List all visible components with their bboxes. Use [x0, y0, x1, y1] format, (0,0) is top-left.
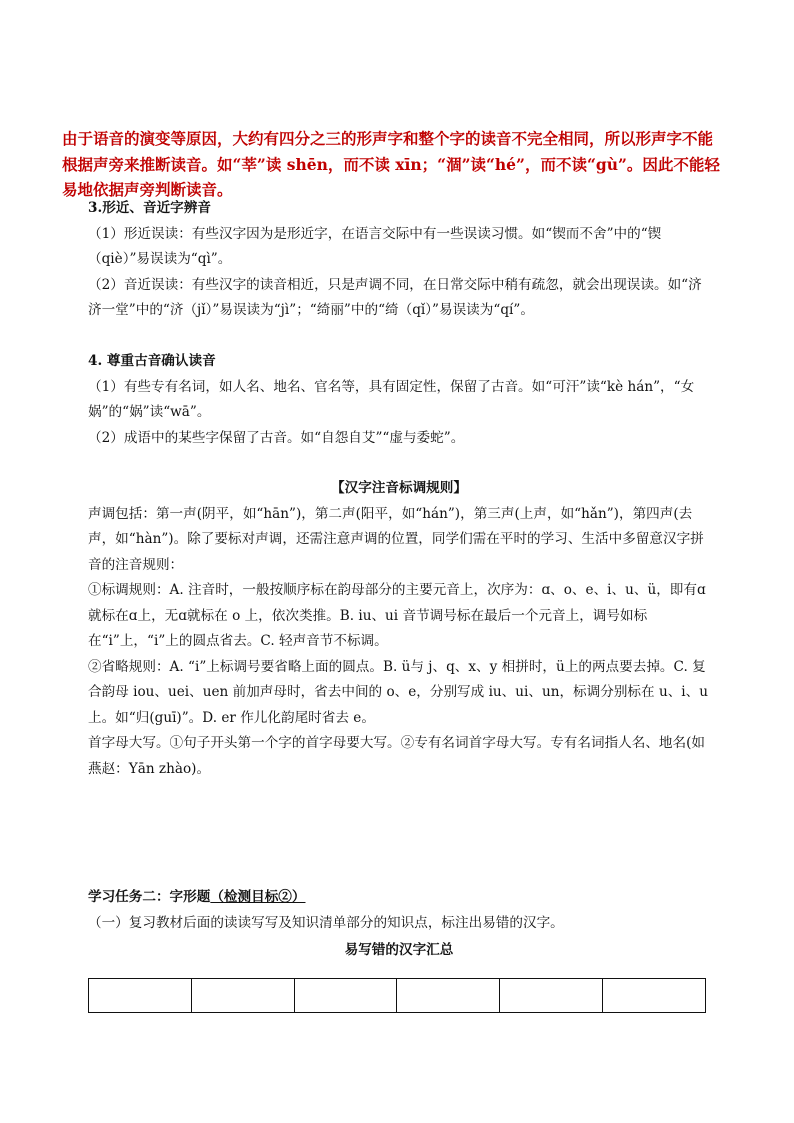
- section-4-para-1: （1）有些专有名词，如人名、地名、官名等，具有固定性，保留了古音。如“可汗”读“kè hán”，“女娲”的“娲”读“wā”。: [88, 378, 695, 420]
- pinyin-rules-title: 【汉字注音标调规则】: [331, 480, 467, 496]
- task-2-para-1: （一）复习教材后面的读读写写及知识清单部分的知识点，标注出易错的汉字。: [88, 914, 564, 931]
- pinyin-rules-para-1: 声调包括：第一声(阴平，如“hān”)，第二声(阳平，如“hán”)，第三声(上声，如“hǎn”)，第四声(去声，如“hàn”)。除了要标对声调，还需注意声调的位置，同学们需在平时的学习、生活中多留意汉字拼音的注音规则：: [88, 505, 704, 573]
- task-2-section: [88, 885, 710, 964]
- table-row: [89, 979, 706, 1013]
- table-cell[interactable]: [191, 979, 294, 1013]
- section-3-para-2: （2）音近误读：有些汉字的读音相近，只是声调不同，在日常交际中稍有疏忽，就会出现误读。如“济济一堂”中的“济（jǐ）”易误读为“jì”；“绮丽”中的“绮（qǐ）”易误读为“qí”。: [88, 276, 702, 318]
- table-title: 易写错的汉字汇总: [344, 942, 454, 958]
- table-cell[interactable]: [603, 979, 706, 1013]
- section-3: [88, 196, 710, 324]
- task-2-title: [88, 885, 710, 911]
- pinyin-rules-para-4: 首字母大写。①句子开头第一个字的首字母要大写。②专有名词首字母大写。专有名词指人名、地名(如燕赵：Yān zhào)。: [88, 735, 706, 777]
- red-highlight-paragraph: 由于语音的演变等原因，大约有四分之三的形声字和整个字的读音不完全相同，所以形声字不能根据声旁来推断读音。如“莘”读 shēn，而不读 xīn；“涸”读“hé”，而不读“gù”。因此不能轻易地依据声旁判断读音。: [62, 129, 720, 199]
- section-3-title: 3.形近、音近字辨音: [88, 200, 211, 216]
- section-4: [88, 349, 710, 451]
- section-4-para-2: （2）成语中的某些字保留了古音。如“自怨自艾”“虚与委蛇”。: [88, 429, 465, 446]
- pinyin-rules-para-3: ②省略规则：A. “i”上标调号要省略上面的圆点。B. ü与 j、q、x、y 相拼时，ü上的两点要去掉。C. 复合韵母 iou、uei、uen 前加声母时，省去中间的 o、e，分别写成 iu、ui、un，标调分别标在 u、i、u 上。如“归(guī)”。D. er 作儿化韵尾时省去 e。: [88, 658, 708, 726]
- table-cell[interactable]: [397, 979, 500, 1013]
- table-cell[interactable]: [500, 979, 603, 1013]
- pinyin-rules-section: [88, 476, 710, 782]
- task-2-title-target: （检测目标②）: [210, 889, 306, 905]
- table-cell[interactable]: [294, 979, 397, 1013]
- section-3-para-1: （1）形近误读：有些汉字因为是形近字，在语言交际中有一些误读习惯。如“锲而不舍”中的“锲（qiè）”易误读为“qì”。: [88, 225, 662, 267]
- task-2-title-main: 学习任务二：字形题: [88, 889, 211, 905]
- table-cell[interactable]: [89, 979, 192, 1013]
- pinyin-rules-para-2: ①标调规则：A. 注音时，一般按顺序标在韵母部分的主要元音上，次序为：ɑ、o、e、i、u、ü，即有ɑ就标在ɑ上，无ɑ就标在 o 上，依次类推。B. iu、ui 音节调号标在最后一个元音上，调号如标在“i”上，“i”上的圆点省去。C. 轻声音节不标调。: [88, 582, 706, 649]
- section-4-title: 4. 尊重古音确认读音: [88, 353, 216, 369]
- error-prone-words-table: [88, 978, 706, 1013]
